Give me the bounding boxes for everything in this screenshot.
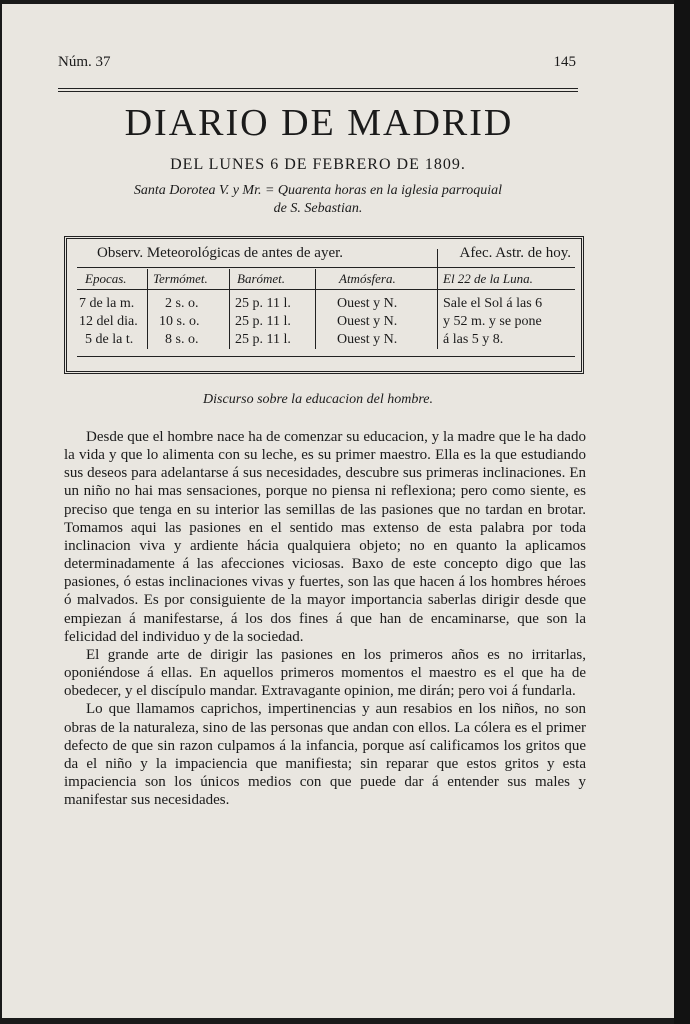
row-3-termometro: 8 s. o.: [165, 332, 199, 347]
scan-edge: [674, 0, 690, 1024]
meteorology-table: [64, 236, 584, 374]
column-atmosfera: Atmósfera.: [339, 271, 396, 286]
saints-line-1: Santa Dorotea V. y Mr. = Quarenta horas en la iglesia parroquial: [133, 183, 503, 198]
row-2-atmosfera: Ouest y N.: [337, 314, 398, 329]
table-bottom-rule: [77, 356, 575, 357]
row-2-epoca: 12 del dia.: [79, 314, 138, 329]
paragraph: Desde que el hombre nace ha de comenzar su educacion, y la madre que le ha dado la vida y que lo alimenta con su leche, es su primer maestro. Ella es la que estudiando sus deseos para adelantarse á sus necesidades, descubre sus primeras inclinaciones. En un niño no hai mas sensaciones, porque no piensa ni reflexiona; pero como siente, es preciso que tenga en su interior las semillas de las pasiones que no tardan en brotar. Tomamos aqui las pasiones en el sentido mas extenso de esta palabra por toda inclinacion viva y ardiente hácia qualquiera objeto; no en quanto la aplicamos determinadamente á las afecciones viciosas. Baxo de este concepto digo que las pasiones, ó estas inclinaciones vivas y fuertes, son las que hacen á los hombres héroes ó malvados. Es por consiguiente de la mayor importancia saberlas dirigir desde que empiezan á manifestarse, á los dos fines á que han de encaminarse, que son la felicidad del individuo y de la sociedad.: [64, 429, 586, 645]
row-2-barometro: 25 p. 11 l.: [235, 314, 291, 329]
header-underline: [77, 289, 575, 290]
row-1-epoca: 7 de la m.: [79, 296, 135, 311]
issue-number: Núm. 37: [58, 54, 111, 70]
masthead-title: DIARIO DE MADRID: [124, 102, 514, 144]
table-divider: [77, 267, 575, 268]
paragraph: El grande arte de dirigir las pasiones en los primeros años es no irritarlas, oponiéndose á ellas. En aquellos primeros momentos el maestro es el que ha de obedecer, y el discípulo mandar. Extravagante opinion, me dirán; pero voi á fundarla.: [64, 646, 586, 700]
saints-of-day: [58, 182, 578, 218]
table-vertical-divider: [437, 249, 438, 349]
column-epocas: Epocas.: [85, 271, 127, 286]
row-3-atmosfera: Ouest y N.: [337, 332, 398, 347]
col-divider: [315, 269, 316, 349]
meteorology-title: Observ. Meteorológicas de antes de ayer.: [97, 245, 344, 261]
astro-line-1: Sale el Sol á las 6: [443, 296, 543, 311]
col-divider: [147, 269, 148, 349]
column-termometro: Termómet.: [153, 271, 208, 286]
row-1-barometro: 25 p. 11 l.: [235, 296, 291, 311]
article-body: [64, 428, 586, 809]
row-2-termometro: 10 s. o.: [159, 314, 200, 329]
row-3-barometro: 25 p. 11 l.: [235, 332, 291, 347]
row-1-atmosfera: Ouest y N.: [337, 296, 398, 311]
page-number: 145: [553, 54, 576, 70]
column-luna: El 22 de la Luna.: [443, 271, 533, 286]
astro-line-2: y 52 m. y se pone: [443, 314, 542, 329]
header-rule: [58, 88, 578, 92]
issue-date: DEL LUNES 6 DE FEBRERO DE 1809.: [170, 156, 466, 173]
column-barometro: Barómet.: [237, 271, 286, 286]
astro-line-3: á las 5 y 8.: [443, 332, 504, 347]
astronomy-title: Afec. Astr. de hoy.: [459, 245, 571, 261]
article-title: Discurso sobre la educacion del hombre.: [203, 392, 433, 407]
col-divider: [229, 269, 230, 349]
paragraph: Lo que llamamos caprichos, impertinencias y aun resabios en los niños, no son obras de la naturaleza, sino de las personas que andan con ellos. La cólera es el primer defecto de que sin razon culpamos á la infancia, porque así calificamos los gritos que da el niño y la impaciencia que manifiesta; sin reparar que estos gritos y esta impaciencia son los únicos medios con que puede dar á entender sus males y manifestar sus necesidades.: [64, 701, 586, 809]
row-3-epoca: 5 de la t.: [85, 332, 134, 347]
row-1-termometro: 2 s. o.: [165, 296, 199, 311]
saints-line-2: de S. Sebastian.: [273, 201, 363, 216]
